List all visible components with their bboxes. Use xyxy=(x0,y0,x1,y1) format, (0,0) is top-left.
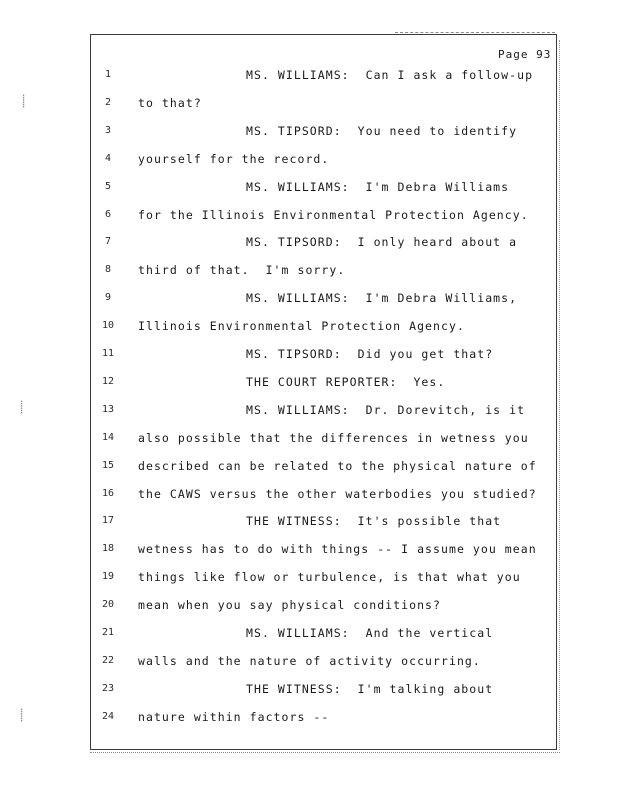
transcript-line xyxy=(0,710,618,730)
speaker-line-text: MS. TIPSORD: I only heard about a xyxy=(246,235,518,250)
transcript-line xyxy=(0,598,618,618)
speaker-line-text: THE WITNESS: It's possible that xyxy=(246,514,502,529)
line-number: 18 xyxy=(101,543,115,555)
transcript-line xyxy=(0,347,618,367)
transcript-line xyxy=(0,152,618,172)
page-number: Page 93 xyxy=(498,48,552,61)
testimony-line-text: walls and the nature of activity occurring. xyxy=(138,653,481,668)
line-number: 14 xyxy=(101,431,115,443)
line-number: 8 xyxy=(104,264,112,276)
line-number: 1 xyxy=(104,69,112,80)
margin-smudge-mark: ⸽ xyxy=(22,94,26,108)
transcript-line xyxy=(0,626,618,646)
transcript-line xyxy=(0,431,618,451)
speaker-line-text: MS. WILLIAMS: I'm Debra Williams, xyxy=(246,291,518,306)
testimony-line-text: things like flow or turbulence, is that what you xyxy=(138,570,521,585)
line-number: 5 xyxy=(104,180,112,192)
line-number: 11 xyxy=(101,348,115,359)
line-number: 4 xyxy=(104,152,112,164)
line-number: 16 xyxy=(101,487,115,499)
testimony-line-text: for the Illinois Environmental Protection Agency. xyxy=(138,207,529,222)
transcript-line xyxy=(0,124,618,144)
line-number: 9 xyxy=(104,292,112,304)
line-number: 22 xyxy=(101,654,115,666)
speaker-line-text: MS. WILLIAMS: Dr. Dorevitch, is it xyxy=(246,402,526,417)
line-number: 17 xyxy=(101,515,115,527)
line-number: 13 xyxy=(101,403,115,415)
line-number: 21 xyxy=(101,627,115,638)
transcript-line xyxy=(0,96,618,116)
speaker-line-text: MS. WILLIAMS: And the vertical xyxy=(246,626,494,640)
transcript-line xyxy=(0,542,618,562)
transcript-line xyxy=(0,682,618,702)
transcript-line xyxy=(0,375,618,395)
speaker-line-text: THE WITNESS: I'm talking about xyxy=(246,681,494,696)
transcript-line xyxy=(0,459,618,479)
transcript-line xyxy=(0,291,618,311)
scan-edge-bottom xyxy=(90,752,560,754)
transcript-line xyxy=(0,487,618,507)
line-number: 7 xyxy=(104,236,112,248)
line-number: 24 xyxy=(101,710,115,722)
speaker-line-text: MS. WILLIAMS: Can I ask a follow-up xyxy=(246,68,534,82)
transcript-line xyxy=(0,263,618,283)
transcript-line xyxy=(0,319,618,339)
line-number: 19 xyxy=(101,571,115,583)
testimony-line-text: described can be related to the physical nature of xyxy=(138,458,537,473)
testimony-line-text: nature within factors -- xyxy=(138,709,330,724)
transcript-line xyxy=(0,208,618,228)
testimony-line-text: to that? xyxy=(138,95,202,110)
speaker-line-text: MS. TIPSORD: Did you get that? xyxy=(246,347,494,361)
transcript-line xyxy=(0,654,618,674)
line-number: 2 xyxy=(104,96,112,108)
line-number: 23 xyxy=(101,682,115,694)
line-number: 10 xyxy=(101,320,115,332)
line-number: 6 xyxy=(104,208,112,220)
line-number: 15 xyxy=(101,459,115,471)
line-number: 12 xyxy=(101,375,115,387)
testimony-line-text: wetness has to do with things -- I assume you mean xyxy=(138,542,537,557)
line-number: 3 xyxy=(104,124,112,136)
testimony-line-text: third of that. I'm sorry. xyxy=(138,263,346,278)
speaker-line-text: THE COURT REPORTER: Yes. xyxy=(246,374,446,389)
speaker-line-text: MS. TIPSORD: You need to identify xyxy=(246,123,518,138)
transcript-line xyxy=(0,570,618,590)
margin-smudge-mark: ⸽ xyxy=(20,400,24,414)
speaker-line-text: MS. WILLIAMS: I'm Debra Williams xyxy=(246,179,510,194)
testimony-line-text: also possible that the differences in wetness you xyxy=(138,430,529,445)
transcript-line xyxy=(0,403,618,423)
line-number: 20 xyxy=(101,599,115,611)
transcript-line xyxy=(0,68,618,88)
transcript-line xyxy=(0,514,618,534)
transcript-line xyxy=(0,180,618,200)
margin-smudge-mark: ⸽ xyxy=(20,708,24,722)
testimony-line-text: yourself for the record. xyxy=(138,151,330,166)
testimony-line-text: mean when you say physical conditions? xyxy=(138,598,441,613)
testimony-line-text: Illinois Environmental Protection Agency. xyxy=(138,319,465,334)
transcript-line xyxy=(0,235,618,255)
testimony-line-text: the CAWS versus the other waterbodies you studied? xyxy=(138,486,537,501)
